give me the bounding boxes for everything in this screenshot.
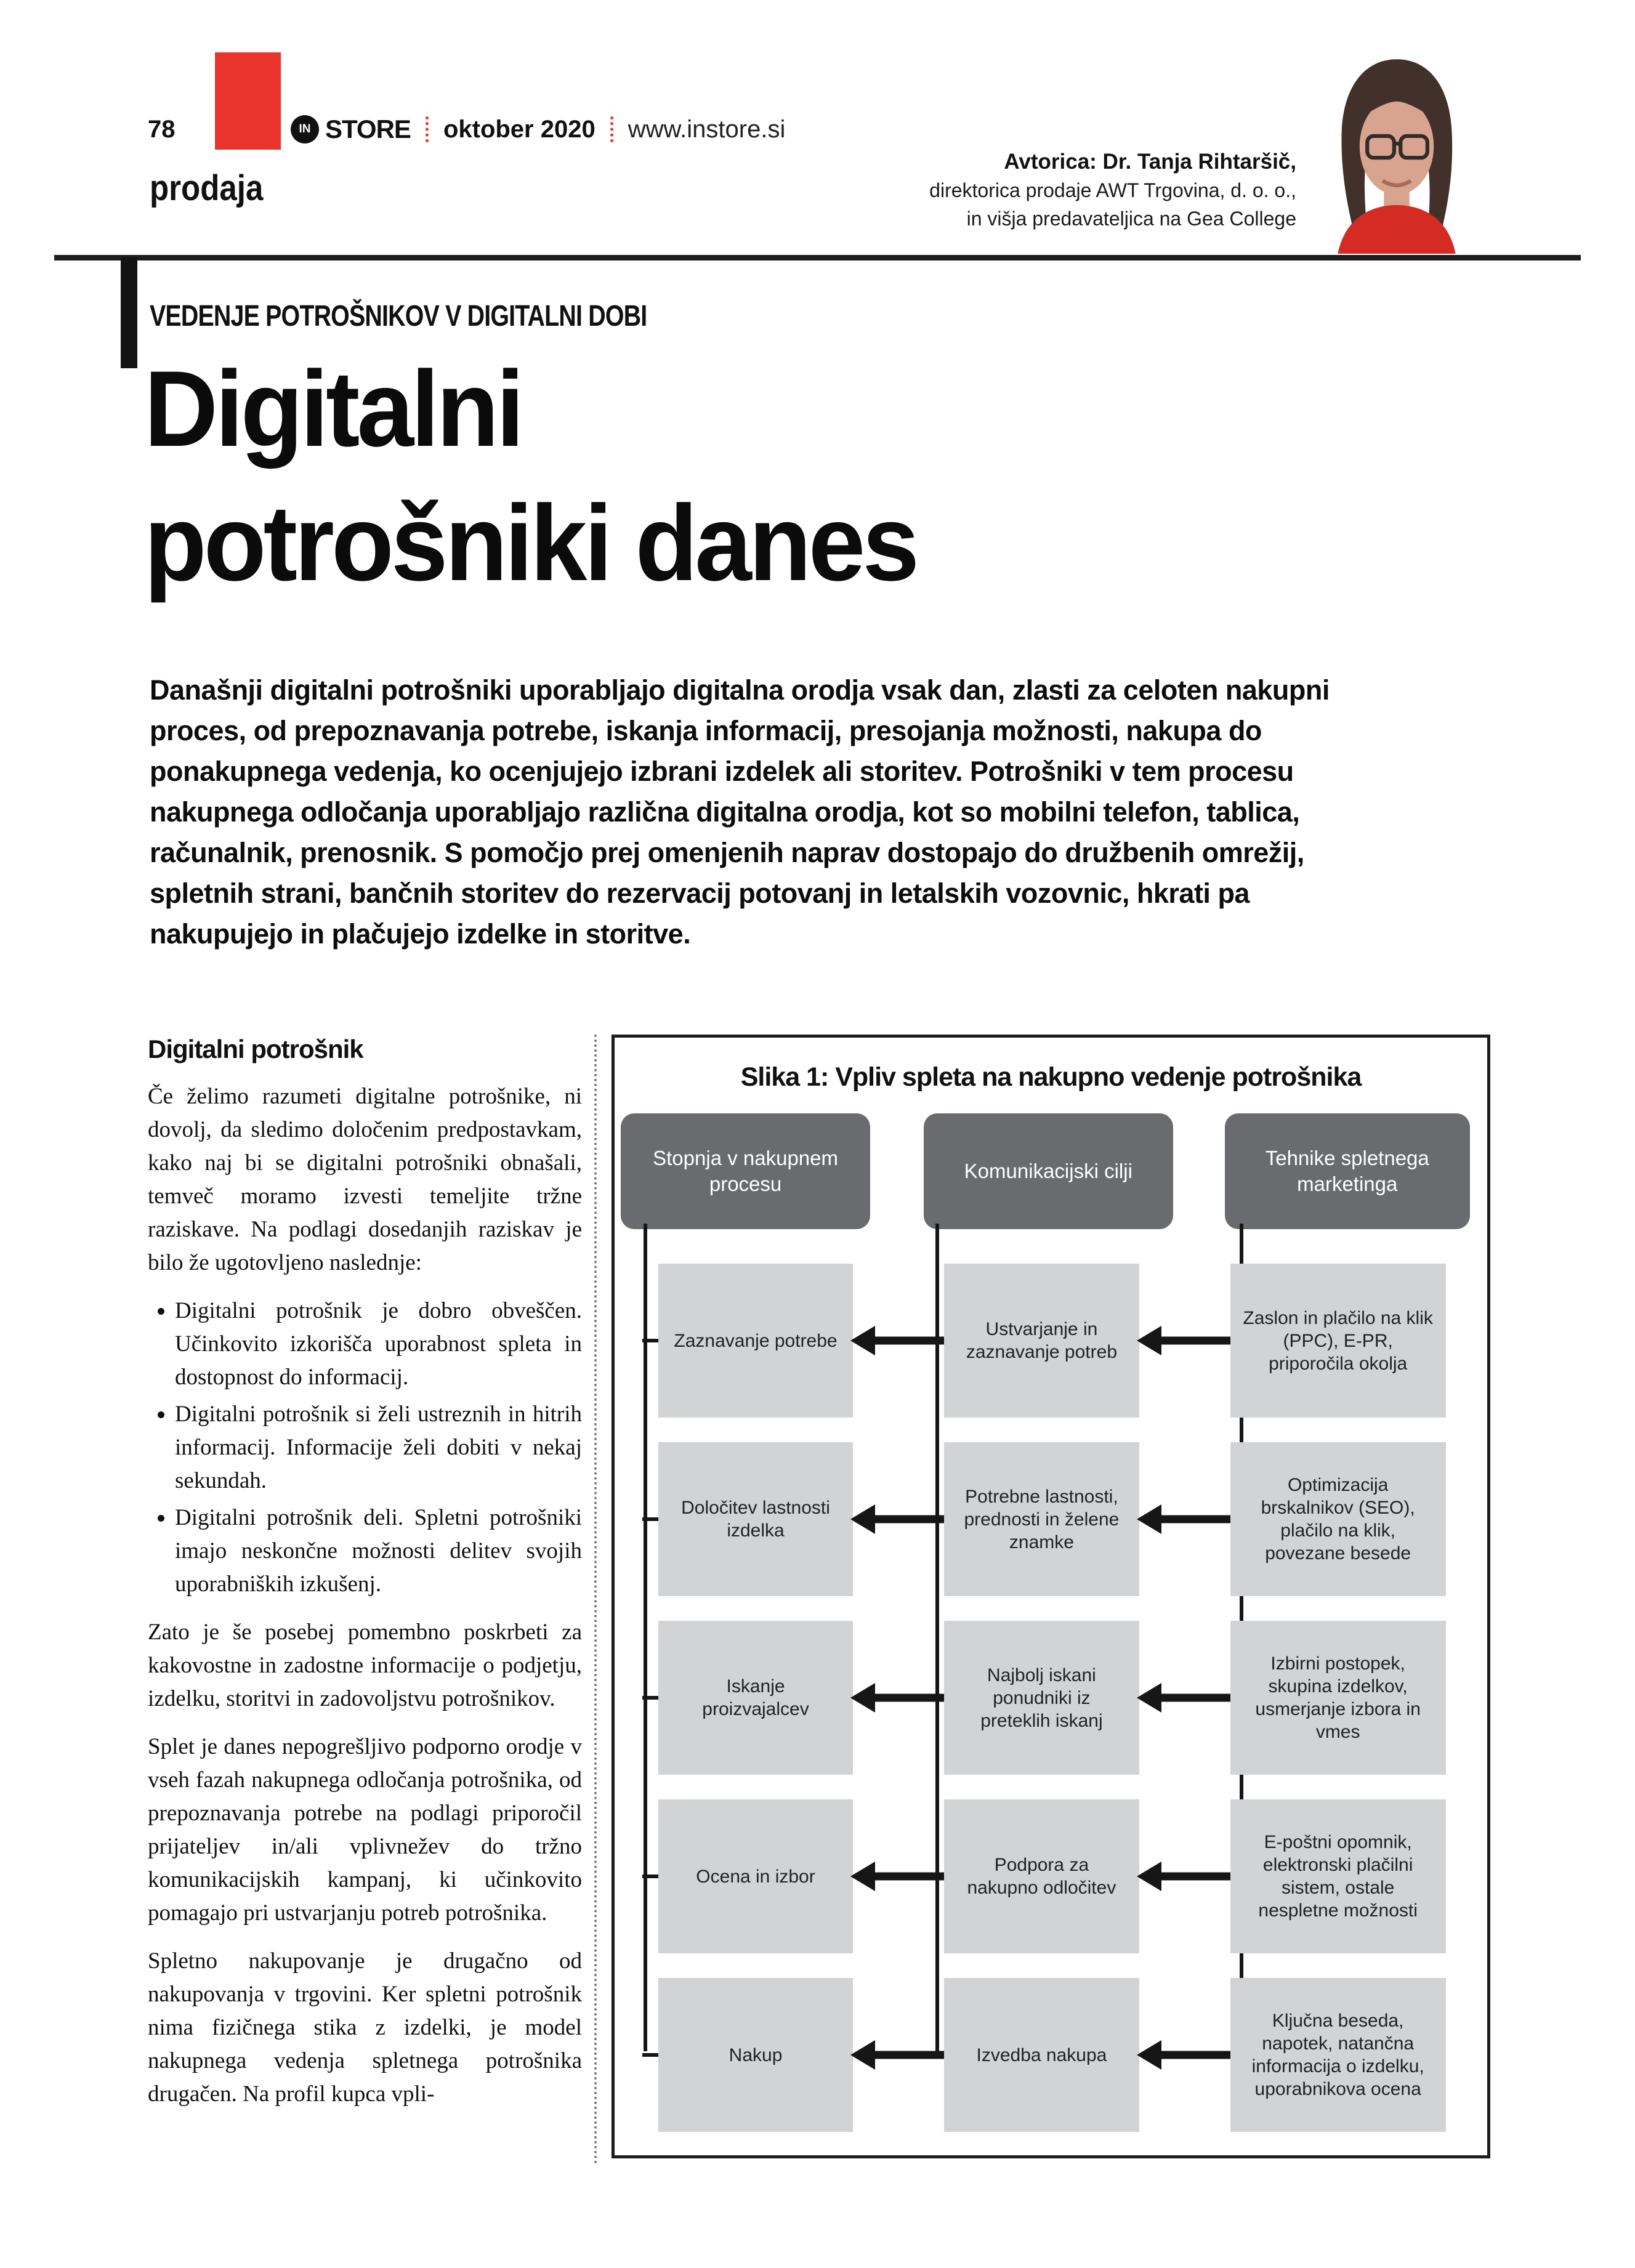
dotted-column-divider [594,1035,597,2165]
left-arrow-icon [853,1978,944,2132]
author-role-line1: direktorica prodaje AWT Trgovina, d. o. o., [929,179,1296,201]
section-label: prodaja [150,168,264,208]
body-column [148,1035,582,2165]
goal-box: Potrebne lastnosti, prednosti in želene znamke [944,1442,1139,1596]
figure [612,1035,1490,2158]
article-title-line2: potrošniki danes [144,483,917,603]
goal-box: Izvedba nakupa [944,1978,1139,2132]
goal-box: Ustvarjanje in zaznavanje potreb [944,1264,1139,1418]
figure-column-header-stage: Stopnja v nakupnem procesu [621,1113,870,1229]
goal-box: Podpora za nakupno odločitev [944,1799,1139,1953]
left-arrow-icon [853,1621,944,1775]
technique-box: Zaslon in plačilo na klik (PPC), E-PR, priporočila okolja [1230,1264,1446,1418]
figure-column-header-techniques: Tehnike spletnega marketinga [1225,1113,1470,1229]
figure-row [615,1617,1487,1778]
header-divider-rule [54,255,1581,260]
left-arrow-icon [1139,1442,1230,1596]
figure-header-row [621,1113,1481,1229]
kicker-bar [121,257,137,368]
left-arrow-icon [853,1264,944,1418]
figure-row [615,1439,1487,1600]
author-portrait-photo [1301,55,1493,254]
column-heading: Digitalni potrošnik [148,1035,363,1063]
dotted-separator-icon [426,116,429,142]
left-arrow-icon [853,1799,944,1953]
bullet-list [148,1294,582,1601]
goal-box: Najbolj iskani ponudniki iz preteklih iskanj [944,1621,1139,1775]
technique-box: Optimizacija brskalnikov (SEO), plačilo na klik, povezane besede [1230,1442,1446,1596]
vertical-connector-line [644,1224,647,2051]
left-arrow-icon [1139,1264,1230,1418]
technique-box: Izbirni postopek, skupina izdelkov, usmerjanje izbora in vmes [1230,1621,1446,1775]
bullet-item: • Digitalni potrošnik je dobro obveščen. Učinkovito izkorišča uporabnost spleta in dostopnost do informacij. [175,1294,582,1394]
left-arrow-icon [1139,1621,1230,1775]
issue-date: oktober 2020 [443,115,595,143]
figure-row [615,1796,1487,1957]
body-paragraph: Zato je še posebej pomembno poskrbeti za kakovostne in zadostne informacije o podjetju, izdelku, storitvi in zadovoljstvu potrošnikov. [148,1620,582,1711]
content-columns [148,1035,1490,2165]
stage-box: Določitev lastnosti izdelka [658,1442,853,1596]
stage-box: Ocena in izbor [658,1799,853,1953]
technique-box: Ključna beseda, napotek, natančna informacija o izdelku, uporabnikova ocena [1230,1978,1446,2132]
article-title-line1: Digitalni [144,349,522,469]
article-intro: Današnji digitalni potrošniki uporabljajo digitalna orodja vsak dan, zlasti za celoten nakupni proces, od prepoznavanja potrebe, iskanja informacij, presojanja možnosti, nakupa do ponakupnega vedenja, ko ocenjujejo izbrani izdelek ali storitev. Potrošniki v tem procesu nakupnega odločanja uporabljajo različna digitalna orodja, kot so mobilni telefon, tablica, računalnik, prenosnik. S pomočjo prej omenjenih naprav dostopajo do družbenih omrežij, spletnih strani, bančnih storitev do rezervacij potovanj in letalskih vozovnic, hkrati pa nakupujejo in plačujejo izdelke in storitve. [150,674,1330,950]
left-arrow-icon [1139,1978,1230,2132]
stage-box: Nakup [658,1978,853,2132]
bullet-item: • Digitalni potrošnik si želi ustreznih in hitrih informacij. Informacije želi dobiti v nekaj sekundah. [175,1398,582,1498]
bullet-item: • Digitalni potrošnik deli. Spletni potrošniki imajo neskončne možnosti delitev svojih uporabniških izkušenj. [175,1501,582,1601]
stage-box: Zaznavanje potrebe [658,1264,853,1418]
figure-column-header-goals: Komunikacijski cilji [924,1113,1173,1229]
magazine-logo [291,115,785,144]
body-paragraph: Splet je danes nepogrešljivo podporno orodje v vseh fazah nakupnega odločanja potrošnika, od prepoznavanja potrebe na podlagi priporočil prijateljev in/ali vplivnežev do tržno komunikacijskih kampanj, ki učinkovito pomagajo pri ustvarjanju potreb potrošnika. [148,1734,582,1926]
page-number: 78 [148,116,176,143]
figure-row [615,1260,1487,1421]
left-arrow-icon [1139,1799,1230,1953]
brand-red-block [215,52,281,150]
figure-title: Slika 1: Vpliv spleta na nakupno vedenje potrošnika [740,1062,1362,1092]
author-block [929,148,1296,233]
body-paragraph: Če želimo razumeti digitalne potrošnike, ni dovolj, da sledimo določenim predpostavkam, kako naj bi se digitalni potrošniki obnašali, temveč moramo izvesti temeljite tržne raziskave. Na podlagi dosedanjih raziskav je bilo že ugotovljeno naslednje: [148,1084,582,1275]
website-url: www.instore.si [628,115,786,143]
dotted-separator-icon [610,116,613,142]
article-title [144,342,916,611]
figure-rows [615,1260,1487,2136]
face-shape [1360,98,1434,195]
figure-row [615,1974,1487,2136]
author-role-line2: in višja predavateljica na Gea College [966,208,1296,230]
in-logo-icon: IN [291,115,319,143]
left-arrow-icon [853,1442,944,1596]
stage-box: Iskanje proizvajalcev [658,1621,853,1775]
magazine-name: STORE [325,115,411,143]
technique-box: E-poštni opomnik, elektronski plačilni sistem, ostale nespletne možnosti [1230,1799,1446,1953]
author-name: Avtorica: Dr. Tanja Rihtaršič, [1004,150,1296,174]
body-paragraph: Spletno nakupovanje je drugačno od nakupovanja v trgovini. Ker spletni potrošnik nima fizičnega stika z izdelki, je model nakupnega vedenja spletnega potrošnika drugačen. Na profil kupca vpli- [148,1948,582,2107]
article-kicker: VEDENJE POTROŠNIKOV V DIGITALNI DOBI [150,300,647,333]
